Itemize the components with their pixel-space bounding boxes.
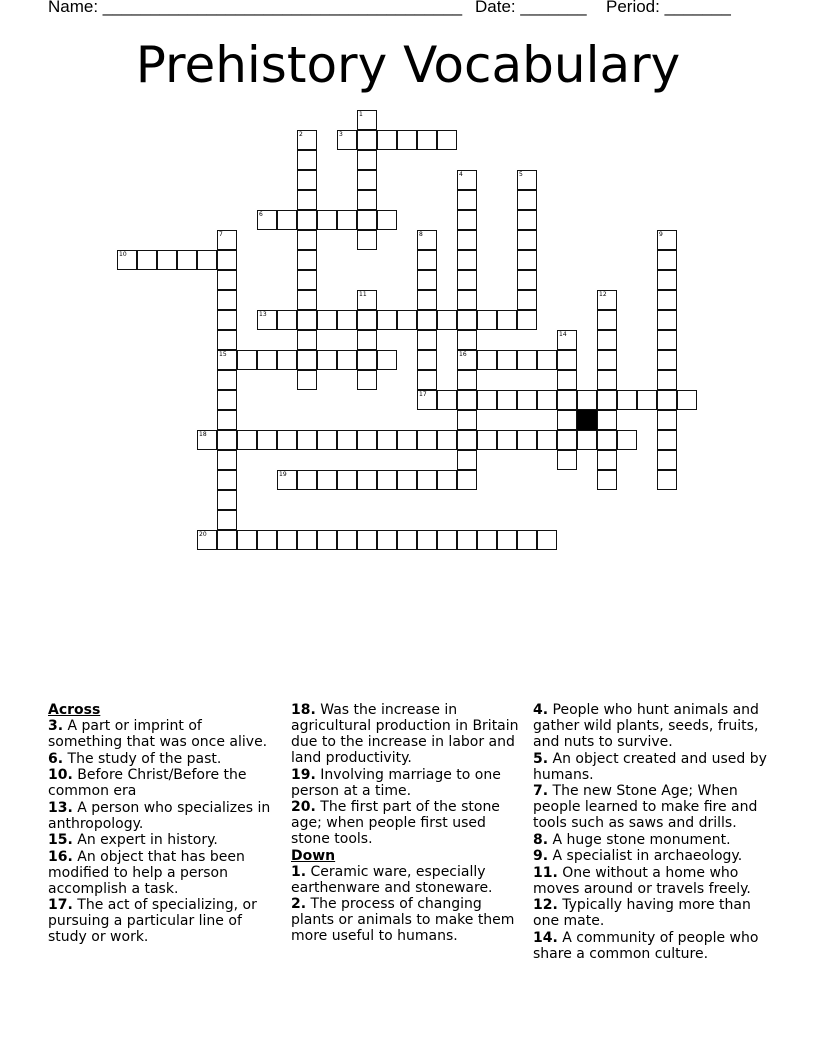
clue-number-label: 16. <box>48 848 73 865</box>
crossword-cell[interactable] <box>657 450 677 470</box>
crossword-cell[interactable] <box>417 530 437 550</box>
clue-item <box>48 897 276 945</box>
crossword-cell[interactable] <box>617 390 637 410</box>
clue-number: 8 <box>419 231 423 238</box>
crossword-cell[interactable] <box>577 390 597 410</box>
crossword-cell[interactable] <box>317 350 337 370</box>
clue-number-label: 7. <box>533 783 549 799</box>
crossword-cell[interactable] <box>517 190 537 210</box>
crossword-cell[interactable] <box>257 430 277 450</box>
crossword-cell[interactable] <box>537 530 557 550</box>
date-field[interactable]: Date: _______ <box>475 0 587 16</box>
clue-text: A specialist in archaeology. <box>548 848 743 864</box>
crossword-cell[interactable] <box>217 530 237 550</box>
crossword-cell[interactable] <box>517 430 537 450</box>
clue-text: A person who specializes in anthropology. <box>48 799 271 832</box>
clue-number: 16 <box>459 351 467 358</box>
crossword-cell[interactable] <box>297 130 317 150</box>
crossword-cell[interactable] <box>517 270 537 290</box>
crossword-cell[interactable] <box>317 530 337 550</box>
crossword-cell[interactable] <box>597 290 617 310</box>
crossword-cell[interactable] <box>397 130 417 150</box>
crossword-cell[interactable] <box>297 310 317 330</box>
clue-number-label: 12. <box>533 897 558 913</box>
clue-text: A huge stone monument. <box>548 831 731 848</box>
crossword-cell[interactable] <box>277 430 297 450</box>
clue-item <box>48 767 276 799</box>
clue-text: Was the increase in agricultural production in Britain due to the increase in labor and land productivity. <box>291 702 519 766</box>
crossword-cell[interactable] <box>297 470 317 490</box>
crossword-cell[interactable] <box>597 410 617 430</box>
crossword-cell[interactable] <box>217 390 237 410</box>
crossword-cell[interactable] <box>457 310 477 330</box>
clue-column-3 <box>533 702 769 962</box>
crossword-cell[interactable] <box>597 370 617 390</box>
crossword-cell[interactable] <box>217 450 237 470</box>
crossword-cell[interactable] <box>437 390 457 410</box>
clue-item <box>291 896 519 944</box>
crossword-cell[interactable] <box>337 430 357 450</box>
crossword-cell[interactable] <box>337 350 357 370</box>
crossword-cell[interactable] <box>297 270 317 290</box>
crossword-cell[interactable] <box>377 310 397 330</box>
crossword-cell[interactable] <box>217 350 237 370</box>
clue-number-label: 15. <box>48 832 73 848</box>
crossword-cell[interactable] <box>357 230 377 250</box>
crossword-cell[interactable] <box>557 390 577 410</box>
crossword-cell[interactable] <box>457 450 477 470</box>
crossword-cell[interactable] <box>597 430 617 450</box>
crossword-cell[interactable] <box>417 130 437 150</box>
crossword-cell[interactable] <box>477 310 497 330</box>
clue-item <box>291 864 519 896</box>
crossword-cell[interactable] <box>217 330 237 350</box>
clue-text: People who hunt animals and gather wild plants, seeds, fruits, and nuts to survive. <box>533 702 759 750</box>
clue-text: An expert in history. <box>72 832 218 848</box>
clue-item <box>533 751 769 783</box>
crossword-cell[interactable] <box>457 430 477 450</box>
crossword-cell[interactable] <box>437 430 457 450</box>
crossword-cell[interactable] <box>537 350 557 370</box>
crossword-cell[interactable] <box>597 470 617 490</box>
crossword-cell[interactable] <box>157 250 177 270</box>
crossword-cell[interactable] <box>657 290 677 310</box>
clue-item <box>533 848 769 864</box>
crossword-cell[interactable] <box>277 470 297 490</box>
clue-number-label: 11. <box>533 864 558 881</box>
crossword-cell[interactable] <box>397 470 417 490</box>
crossword-cell[interactable] <box>337 470 357 490</box>
clue-text: Ceramic ware, especially earthenware and stoneware. <box>291 863 493 896</box>
crossword-cell[interactable] <box>277 310 297 330</box>
crossword-cell[interactable] <box>657 330 677 350</box>
crossword-cell[interactable] <box>237 530 257 550</box>
crossword-cell[interactable] <box>317 210 337 230</box>
crossword-cell[interactable] <box>257 350 277 370</box>
crossword-cell[interactable] <box>457 410 477 430</box>
clue-number: 7 <box>219 231 223 238</box>
clue-item <box>48 849 276 897</box>
crossword-cell[interactable] <box>597 350 617 370</box>
crossword-cell[interactable] <box>217 430 237 450</box>
clue-number: 11 <box>359 291 367 298</box>
crossword-cell[interactable] <box>237 350 257 370</box>
crossword-cell[interactable] <box>557 370 577 390</box>
clue-number-label: 3. <box>48 718 64 734</box>
crossword-cell[interactable] <box>457 370 477 390</box>
clue-text: The study of the past. <box>63 750 222 767</box>
crossword-cell[interactable] <box>217 370 237 390</box>
name-field[interactable]: Name: ______________________________________ <box>48 0 463 16</box>
down-heading: Down <box>291 847 336 864</box>
clue-number: 15 <box>219 351 227 358</box>
clue-text: The first part of the stone age; when people first used stone tools. <box>291 799 500 847</box>
clue-number: 20 <box>199 531 207 538</box>
crossword-cell[interactable] <box>357 210 377 230</box>
clue-number: 4 <box>459 171 463 178</box>
crossword-cell[interactable] <box>657 270 677 290</box>
crossword-cell[interactable] <box>217 290 237 310</box>
crossword-cell[interactable] <box>457 250 477 270</box>
crossword-cell[interactable] <box>557 410 577 430</box>
clue-number-label: 20. <box>291 799 316 815</box>
crossword-cell[interactable] <box>297 250 317 270</box>
crossword-cell[interactable] <box>457 350 477 370</box>
crossword-cell[interactable] <box>237 430 257 450</box>
across-heading: Across <box>48 702 101 718</box>
crossword-cell[interactable] <box>517 350 537 370</box>
clue-text: An object that has been modified to help a person accomplish a task. <box>48 848 245 897</box>
clue-number-label: 6. <box>48 750 64 767</box>
crossword-cell[interactable] <box>297 350 317 370</box>
crossword-cell[interactable] <box>377 470 397 490</box>
crossword-cell[interactable] <box>357 170 377 190</box>
crossword-cell[interactable] <box>457 270 477 290</box>
crossword-cell[interactable] <box>497 530 517 550</box>
crossword-cell[interactable] <box>337 210 357 230</box>
clue-number: 17 <box>419 391 427 398</box>
clue-number-label: 10. <box>48 767 73 783</box>
clue-number: 14 <box>559 331 567 338</box>
crossword-cell[interactable] <box>297 170 317 190</box>
crossword-cell[interactable] <box>437 130 457 150</box>
crossword-cell[interactable] <box>337 530 357 550</box>
crossword-cell[interactable] <box>517 230 537 250</box>
crossword-cell[interactable] <box>257 310 277 330</box>
clue-column-1 <box>48 702 276 946</box>
crossword-cell[interactable] <box>217 310 237 330</box>
clue-number-label: 14. <box>533 929 558 946</box>
clue-text: A part or imprint of something that was once alive. <box>48 718 268 750</box>
crossword-cell[interactable] <box>417 270 437 290</box>
crossword-cell[interactable] <box>357 350 377 370</box>
crossword-cell[interactable] <box>497 390 517 410</box>
crossword-cell[interactable] <box>657 350 677 370</box>
crossword-cell[interactable] <box>477 390 497 410</box>
clue-item <box>533 897 769 929</box>
crossword-cell[interactable] <box>377 210 397 230</box>
crossword-cell[interactable] <box>597 330 617 350</box>
clue-number-label: 4. <box>533 702 549 718</box>
period-field[interactable]: Period: _______ <box>606 0 731 16</box>
page-title: Prehistory Vocabulary <box>135 36 681 94</box>
clue-number: 18 <box>199 431 207 438</box>
crossword-cell[interactable] <box>417 290 437 310</box>
crossword-cell[interactable] <box>657 310 677 330</box>
crossword-cell[interactable] <box>457 330 477 350</box>
crossword-cell[interactable] <box>277 350 297 370</box>
crossword-cell[interactable] <box>317 310 337 330</box>
crossword-cell[interactable] <box>397 430 417 450</box>
crossword-cell[interactable] <box>217 230 237 250</box>
crossword-cell[interactable] <box>657 230 677 250</box>
crossword-cell[interactable] <box>457 170 477 190</box>
crossword-cell[interactable] <box>277 210 297 230</box>
crossword-cell[interactable] <box>217 490 237 510</box>
clue-text: One without a home who moves around or travels freely. <box>533 864 751 897</box>
clue-item <box>48 800 276 832</box>
clue-number-label: 17. <box>48 897 73 913</box>
crossword-cell[interactable] <box>557 350 577 370</box>
crossword-cell[interactable] <box>477 530 497 550</box>
crossword-cell[interactable] <box>677 390 697 410</box>
crossword-cell[interactable] <box>417 250 437 270</box>
crossword-cell[interactable] <box>357 370 377 390</box>
crossword-cell[interactable] <box>377 350 397 370</box>
crossword-cell[interactable] <box>217 470 237 490</box>
crossword-cell[interactable] <box>457 230 477 250</box>
crossword-cell[interactable] <box>457 470 477 490</box>
crossword-cell[interactable] <box>417 430 437 450</box>
crossword-cell[interactable] <box>357 530 377 550</box>
clue-number: 1 <box>359 111 363 118</box>
crossword-cell[interactable] <box>357 430 377 450</box>
crossword-cell[interactable] <box>277 530 297 550</box>
clue-number-label: 18. <box>291 702 316 718</box>
crossword-cell[interactable] <box>497 430 517 450</box>
crossword-cell[interactable] <box>357 290 377 310</box>
clue-number-label: 13. <box>48 799 73 816</box>
clue-number-label: 8. <box>533 831 549 848</box>
crossword-cell[interactable] <box>597 390 617 410</box>
crossword-cell[interactable] <box>377 530 397 550</box>
crossword-cell[interactable] <box>597 310 617 330</box>
crossword-cell[interactable] <box>557 430 577 450</box>
crossword-cell[interactable] <box>457 190 477 210</box>
crossword-cell[interactable] <box>537 390 557 410</box>
crossword-cell[interactable] <box>217 410 237 430</box>
clue-text: The process of changing plants or animals to make them more useful to humans. <box>291 896 515 944</box>
clue-text: Involving marriage to one person at a time. <box>291 766 501 799</box>
crossword-cell[interactable] <box>517 170 537 190</box>
crossword-cell[interactable] <box>657 430 677 450</box>
clue-text: The act of specializing, or pursuing a particular line of study or work. <box>48 897 257 945</box>
crossword-cell[interactable] <box>597 450 617 470</box>
clue-number: 9 <box>659 231 663 238</box>
crossword-cell[interactable] <box>257 210 277 230</box>
clue-item <box>48 751 276 767</box>
crossword-cell[interactable] <box>457 530 477 550</box>
clue-item <box>533 865 769 897</box>
clue-text: Before Christ/Before the common era <box>48 767 247 799</box>
crossword-cell[interactable] <box>517 250 537 270</box>
clue-number: 6 <box>259 211 263 218</box>
clue-item <box>291 799 519 847</box>
crossword-cell[interactable] <box>137 250 157 270</box>
crossword-cell[interactable] <box>657 370 677 390</box>
crossword-cell[interactable] <box>397 530 417 550</box>
crossword-cell[interactable] <box>497 350 517 370</box>
crossword-cell[interactable] <box>297 530 317 550</box>
crossword-cell[interactable] <box>357 310 377 330</box>
crossword-cell[interactable] <box>417 370 437 390</box>
clue-item <box>533 702 769 750</box>
crossword-cell[interactable] <box>517 310 537 330</box>
crossword-cell[interactable] <box>517 390 537 410</box>
crossword-cell[interactable] <box>557 450 577 470</box>
clue-number: 19 <box>279 471 287 478</box>
crossword-cell[interactable] <box>517 210 537 230</box>
clue-item <box>291 767 519 799</box>
crossword-cell[interactable] <box>417 310 437 330</box>
clue-number-label: 9. <box>533 848 549 864</box>
crossword-cell[interactable] <box>297 190 317 210</box>
clue-item <box>533 930 769 962</box>
crossword-cell[interactable] <box>297 290 317 310</box>
crossword-cell[interactable] <box>357 470 377 490</box>
crossword-cell[interactable] <box>517 530 537 550</box>
crossword-cell[interactable] <box>477 350 497 370</box>
clue-text: A community of people who share a common culture. <box>533 929 759 962</box>
crossword-cell[interactable] <box>297 370 317 390</box>
clue-number-label: 1. <box>291 863 307 880</box>
clue-text: Typically having more than one mate. <box>533 897 751 929</box>
crossword-cell[interactable] <box>657 390 677 410</box>
clue-item <box>533 783 769 831</box>
crossword-cell[interactable] <box>357 130 377 150</box>
crossword-cell[interactable] <box>497 310 517 330</box>
clue-number: 2 <box>299 131 303 138</box>
crossword-block <box>577 410 597 430</box>
clue-number: 13 <box>259 311 267 318</box>
crossword-cell[interactable] <box>477 430 497 450</box>
crossword-cell[interactable] <box>657 410 677 430</box>
crossword-cell[interactable] <box>417 230 437 250</box>
crossword-cell[interactable] <box>337 130 357 150</box>
clue-number-label: 19. <box>291 766 316 783</box>
clue-text: An object created and used by humans. <box>533 750 767 783</box>
crossword-cell[interactable] <box>637 390 657 410</box>
crossword-cell[interactable] <box>557 330 577 350</box>
clue-text: The new Stone Age; When people learned to make fire and tools such as saws and drills. <box>533 783 758 831</box>
crossword-cell[interactable] <box>517 290 537 310</box>
crossword-cell[interactable] <box>417 470 437 490</box>
crossword-cell[interactable] <box>577 430 597 450</box>
crossword-cell[interactable] <box>357 330 377 350</box>
crossword-cell[interactable] <box>397 310 417 330</box>
crossword-cell[interactable] <box>457 390 477 410</box>
clue-number: 5 <box>519 171 523 178</box>
crossword-cell[interactable] <box>537 430 557 450</box>
crossword-cell[interactable] <box>297 230 317 250</box>
crossword-cell[interactable] <box>357 110 377 130</box>
clue-number: 10 <box>119 251 127 258</box>
crossword-cell[interactable] <box>297 150 317 170</box>
crossword-cell[interactable] <box>297 330 317 350</box>
crossword-cell[interactable] <box>657 470 677 490</box>
crossword-cell[interactable] <box>197 430 217 450</box>
crossword-cell[interactable] <box>297 210 317 230</box>
clue-number: 12 <box>599 291 607 298</box>
crossword-cell[interactable] <box>437 470 457 490</box>
crossword-cell[interactable] <box>417 350 437 370</box>
crossword-cell[interactable] <box>337 310 357 330</box>
clue-column-2 <box>291 702 519 945</box>
crossword-cell[interactable] <box>217 270 237 290</box>
crossword-cell[interactable] <box>457 210 477 230</box>
crossword-cell[interactable] <box>217 510 237 530</box>
crossword-cell[interactable] <box>417 330 437 350</box>
crossword-cell[interactable] <box>357 150 377 170</box>
clue-number-label: 5. <box>533 750 549 767</box>
crossword-cell[interactable] <box>257 530 277 550</box>
crossword-cell[interactable] <box>457 290 477 310</box>
crossword-cell[interactable] <box>437 310 457 330</box>
crossword-cell[interactable] <box>377 130 397 150</box>
crossword-cell[interactable] <box>317 470 337 490</box>
crossword-cell[interactable] <box>617 430 637 450</box>
crossword-cell[interactable] <box>417 390 437 410</box>
crossword-cell[interactable] <box>657 250 677 270</box>
crossword-cell[interactable] <box>437 530 457 550</box>
clue-item <box>291 702 519 766</box>
clue-item <box>48 832 276 848</box>
crossword-cell[interactable] <box>177 250 197 270</box>
clue-number: 3 <box>339 131 343 138</box>
crossword-cell[interactable] <box>377 430 397 450</box>
crossword-cell[interactable] <box>217 250 237 270</box>
crossword-cell[interactable] <box>197 250 217 270</box>
clue-item <box>533 832 769 848</box>
clue-number-label: 2. <box>291 896 307 912</box>
clue-item <box>48 718 276 750</box>
crossword-cell[interactable] <box>297 430 317 450</box>
crossword-cell[interactable] <box>117 250 137 270</box>
crossword-cell[interactable] <box>317 430 337 450</box>
crossword-cell[interactable] <box>357 190 377 210</box>
crossword-cell[interactable] <box>197 530 217 550</box>
